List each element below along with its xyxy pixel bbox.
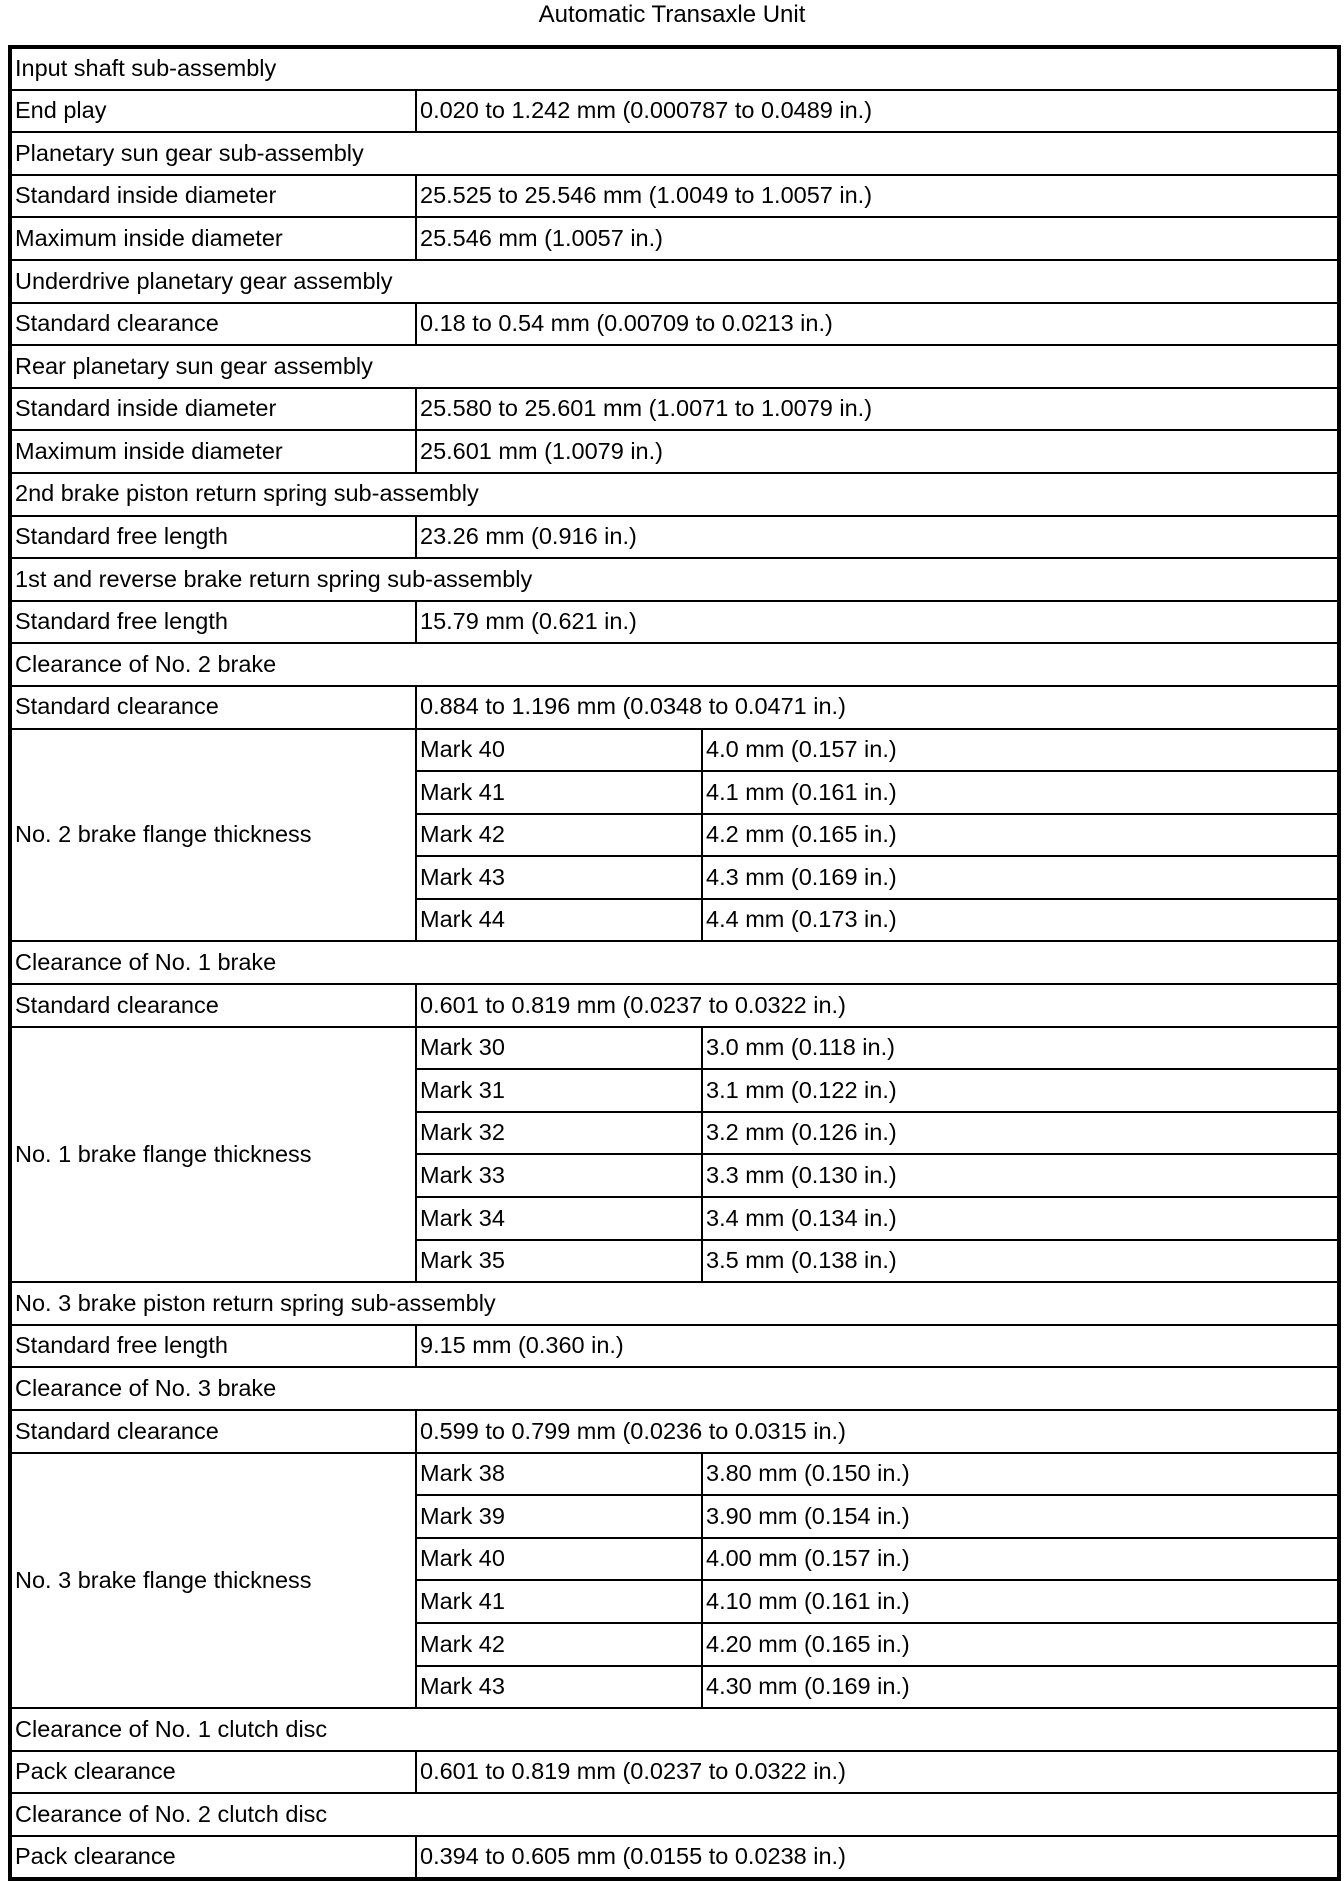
flange-mark: Mark 38 [416,1453,702,1496]
section-heading: Clearance of No. 2 brake [10,643,1339,686]
spec-row [10,303,1339,346]
spec-row [10,430,1339,473]
flange-thickness-value: 4.10 mm (0.161 in.) [702,1580,1339,1623]
spec-label: Standard free length [10,1325,416,1368]
section-heading: Clearance of No. 2 clutch disc [10,1793,1339,1836]
spec-value: 23.26 mm (0.916 in.) [416,516,1339,559]
flange-thickness-label: No. 3 brake flange thickness [10,1453,416,1709]
section-heading: Planetary sun gear sub-assembly [10,132,1339,175]
spec-row [10,984,1339,1027]
flange-mark: Mark 33 [416,1154,702,1197]
flange-mark: Mark 42 [416,1623,702,1666]
flange-mark: Mark 43 [416,856,702,899]
section-heading: 2nd brake piston return spring sub-assembly [10,473,1339,516]
flange-thickness-value: 4.4 mm (0.173 in.) [702,899,1339,942]
flange-thickness-value: 3.4 mm (0.134 in.) [702,1197,1339,1240]
spec-row [10,1836,1339,1879]
section-heading: Clearance of No. 1 clutch disc [10,1708,1339,1751]
section-heading-row [10,558,1339,601]
spec-label: Standard inside diameter [10,175,416,218]
spec-value: 15.79 mm (0.621 in.) [416,601,1339,644]
flange-mark: Mark 42 [416,814,702,857]
section-heading: No. 3 brake piston return spring sub-assembly [10,1282,1339,1325]
flange-thickness-row [10,729,1339,772]
spec-row [10,90,1339,133]
flange-thickness-label: No. 2 brake flange thickness [10,729,416,942]
flange-thickness-value: 3.5 mm (0.138 in.) [702,1240,1339,1283]
flange-thickness-row [10,1027,1339,1070]
spec-value: 0.394 to 0.605 mm (0.0155 to 0.0238 in.) [416,1836,1339,1879]
section-heading-row [10,132,1339,175]
section-heading-row [10,941,1339,984]
flange-thickness-value: 3.0 mm (0.118 in.) [702,1027,1339,1070]
spec-label: Standard clearance [10,1410,416,1453]
spec-row [10,601,1339,644]
spec-row [10,1410,1339,1453]
spec-value: 0.18 to 0.54 mm (0.00709 to 0.0213 in.) [416,303,1339,346]
spec-label: Standard clearance [10,984,416,1027]
spec-label: End play [10,90,416,133]
spec-row [10,388,1339,431]
flange-thickness-value: 3.2 mm (0.126 in.) [702,1112,1339,1155]
section-heading-row [10,643,1339,686]
spec-value: 0.599 to 0.799 mm (0.0236 to 0.0315 in.) [416,1410,1339,1453]
flange-thickness-row [10,1453,1339,1496]
flange-thickness-value: 4.00 mm (0.157 in.) [702,1538,1339,1581]
flange-thickness-value: 4.20 mm (0.165 in.) [702,1623,1339,1666]
section-heading-row [10,473,1339,516]
spec-value: 0.601 to 0.819 mm (0.0237 to 0.0322 in.) [416,1751,1339,1794]
spec-row [10,175,1339,218]
spec-row [10,1751,1339,1794]
section-heading-row [10,1367,1339,1410]
spec-value: 25.601 mm (1.0079 in.) [416,430,1339,473]
flange-thickness-value: 4.3 mm (0.169 in.) [702,856,1339,899]
flange-thickness-value: 4.0 mm (0.157 in.) [702,729,1339,772]
spec-table [8,45,1341,1881]
section-heading-row [10,260,1339,303]
section-heading-row [10,1282,1339,1325]
spec-table-body [10,47,1339,1879]
flange-thickness-value: 4.30 mm (0.169 in.) [702,1666,1339,1709]
spec-value: 25.546 mm (1.0057 in.) [416,217,1339,260]
section-heading-row [10,1708,1339,1751]
spec-label: Standard free length [10,516,416,559]
spec-value: 0.020 to 1.242 mm (0.000787 to 0.0489 in.) [416,90,1339,133]
flange-mark: Mark 34 [416,1197,702,1240]
flange-mark: Mark 44 [416,899,702,942]
flange-mark: Mark 30 [416,1027,702,1070]
section-heading: Rear planetary sun gear assembly [10,345,1339,388]
flange-thickness-label: No. 1 brake flange thickness [10,1027,416,1283]
section-heading-row [10,1793,1339,1836]
flange-mark: Mark 40 [416,729,702,772]
flange-mark: Mark 41 [416,1580,702,1623]
spec-label: Standard clearance [10,303,416,346]
section-heading: 1st and reverse brake return spring sub-assembly [10,558,1339,601]
flange-mark: Mark 31 [416,1069,702,1112]
spec-label: Pack clearance [10,1751,416,1794]
spec-label: Maximum inside diameter [10,430,416,473]
flange-mark: Mark 43 [416,1666,702,1709]
spec-row [10,1325,1339,1368]
page-title: Automatic Transaxle Unit [538,1,806,28]
flange-thickness-value: 4.1 mm (0.161 in.) [702,771,1339,814]
flange-thickness-value: 3.1 mm (0.122 in.) [702,1069,1339,1112]
flange-mark: Mark 35 [416,1240,702,1283]
flange-thickness-value: 3.3 mm (0.130 in.) [702,1154,1339,1197]
spec-value: 0.884 to 1.196 mm (0.0348 to 0.0471 in.) [416,686,1339,729]
section-heading: Clearance of No. 1 brake [10,941,1339,984]
spec-row [10,217,1339,260]
flange-mark: Mark 41 [416,771,702,814]
flange-thickness-value: 3.90 mm (0.154 in.) [702,1495,1339,1538]
section-heading: Clearance of No. 3 brake [10,1367,1339,1410]
spec-row [10,686,1339,729]
flange-thickness-value: 3.80 mm (0.150 in.) [702,1453,1339,1496]
spec-label: Maximum inside diameter [10,217,416,260]
spec-value: 0.601 to 0.819 mm (0.0237 to 0.0322 in.) [416,984,1339,1027]
section-heading-row [10,345,1339,388]
spec-label: Pack clearance [10,1836,416,1879]
spec-value: 25.525 to 25.546 mm (1.0049 to 1.0057 in.) [416,175,1339,218]
section-heading-row [10,47,1339,90]
spec-row [10,516,1339,559]
spec-label: Standard clearance [10,686,416,729]
spec-label: Standard free length [10,601,416,644]
flange-mark: Mark 40 [416,1538,702,1581]
spec-label: Standard inside diameter [10,388,416,431]
section-heading: Input shaft sub-assembly [10,47,1339,90]
flange-thickness-value: 4.2 mm (0.165 in.) [702,814,1339,857]
flange-mark: Mark 32 [416,1112,702,1155]
section-heading: Underdrive planetary gear assembly [10,260,1339,303]
spec-value: 9.15 mm (0.360 in.) [416,1325,1339,1368]
flange-mark: Mark 39 [416,1495,702,1538]
spec-value: 25.580 to 25.601 mm (1.0071 to 1.0079 in.) [416,388,1339,431]
